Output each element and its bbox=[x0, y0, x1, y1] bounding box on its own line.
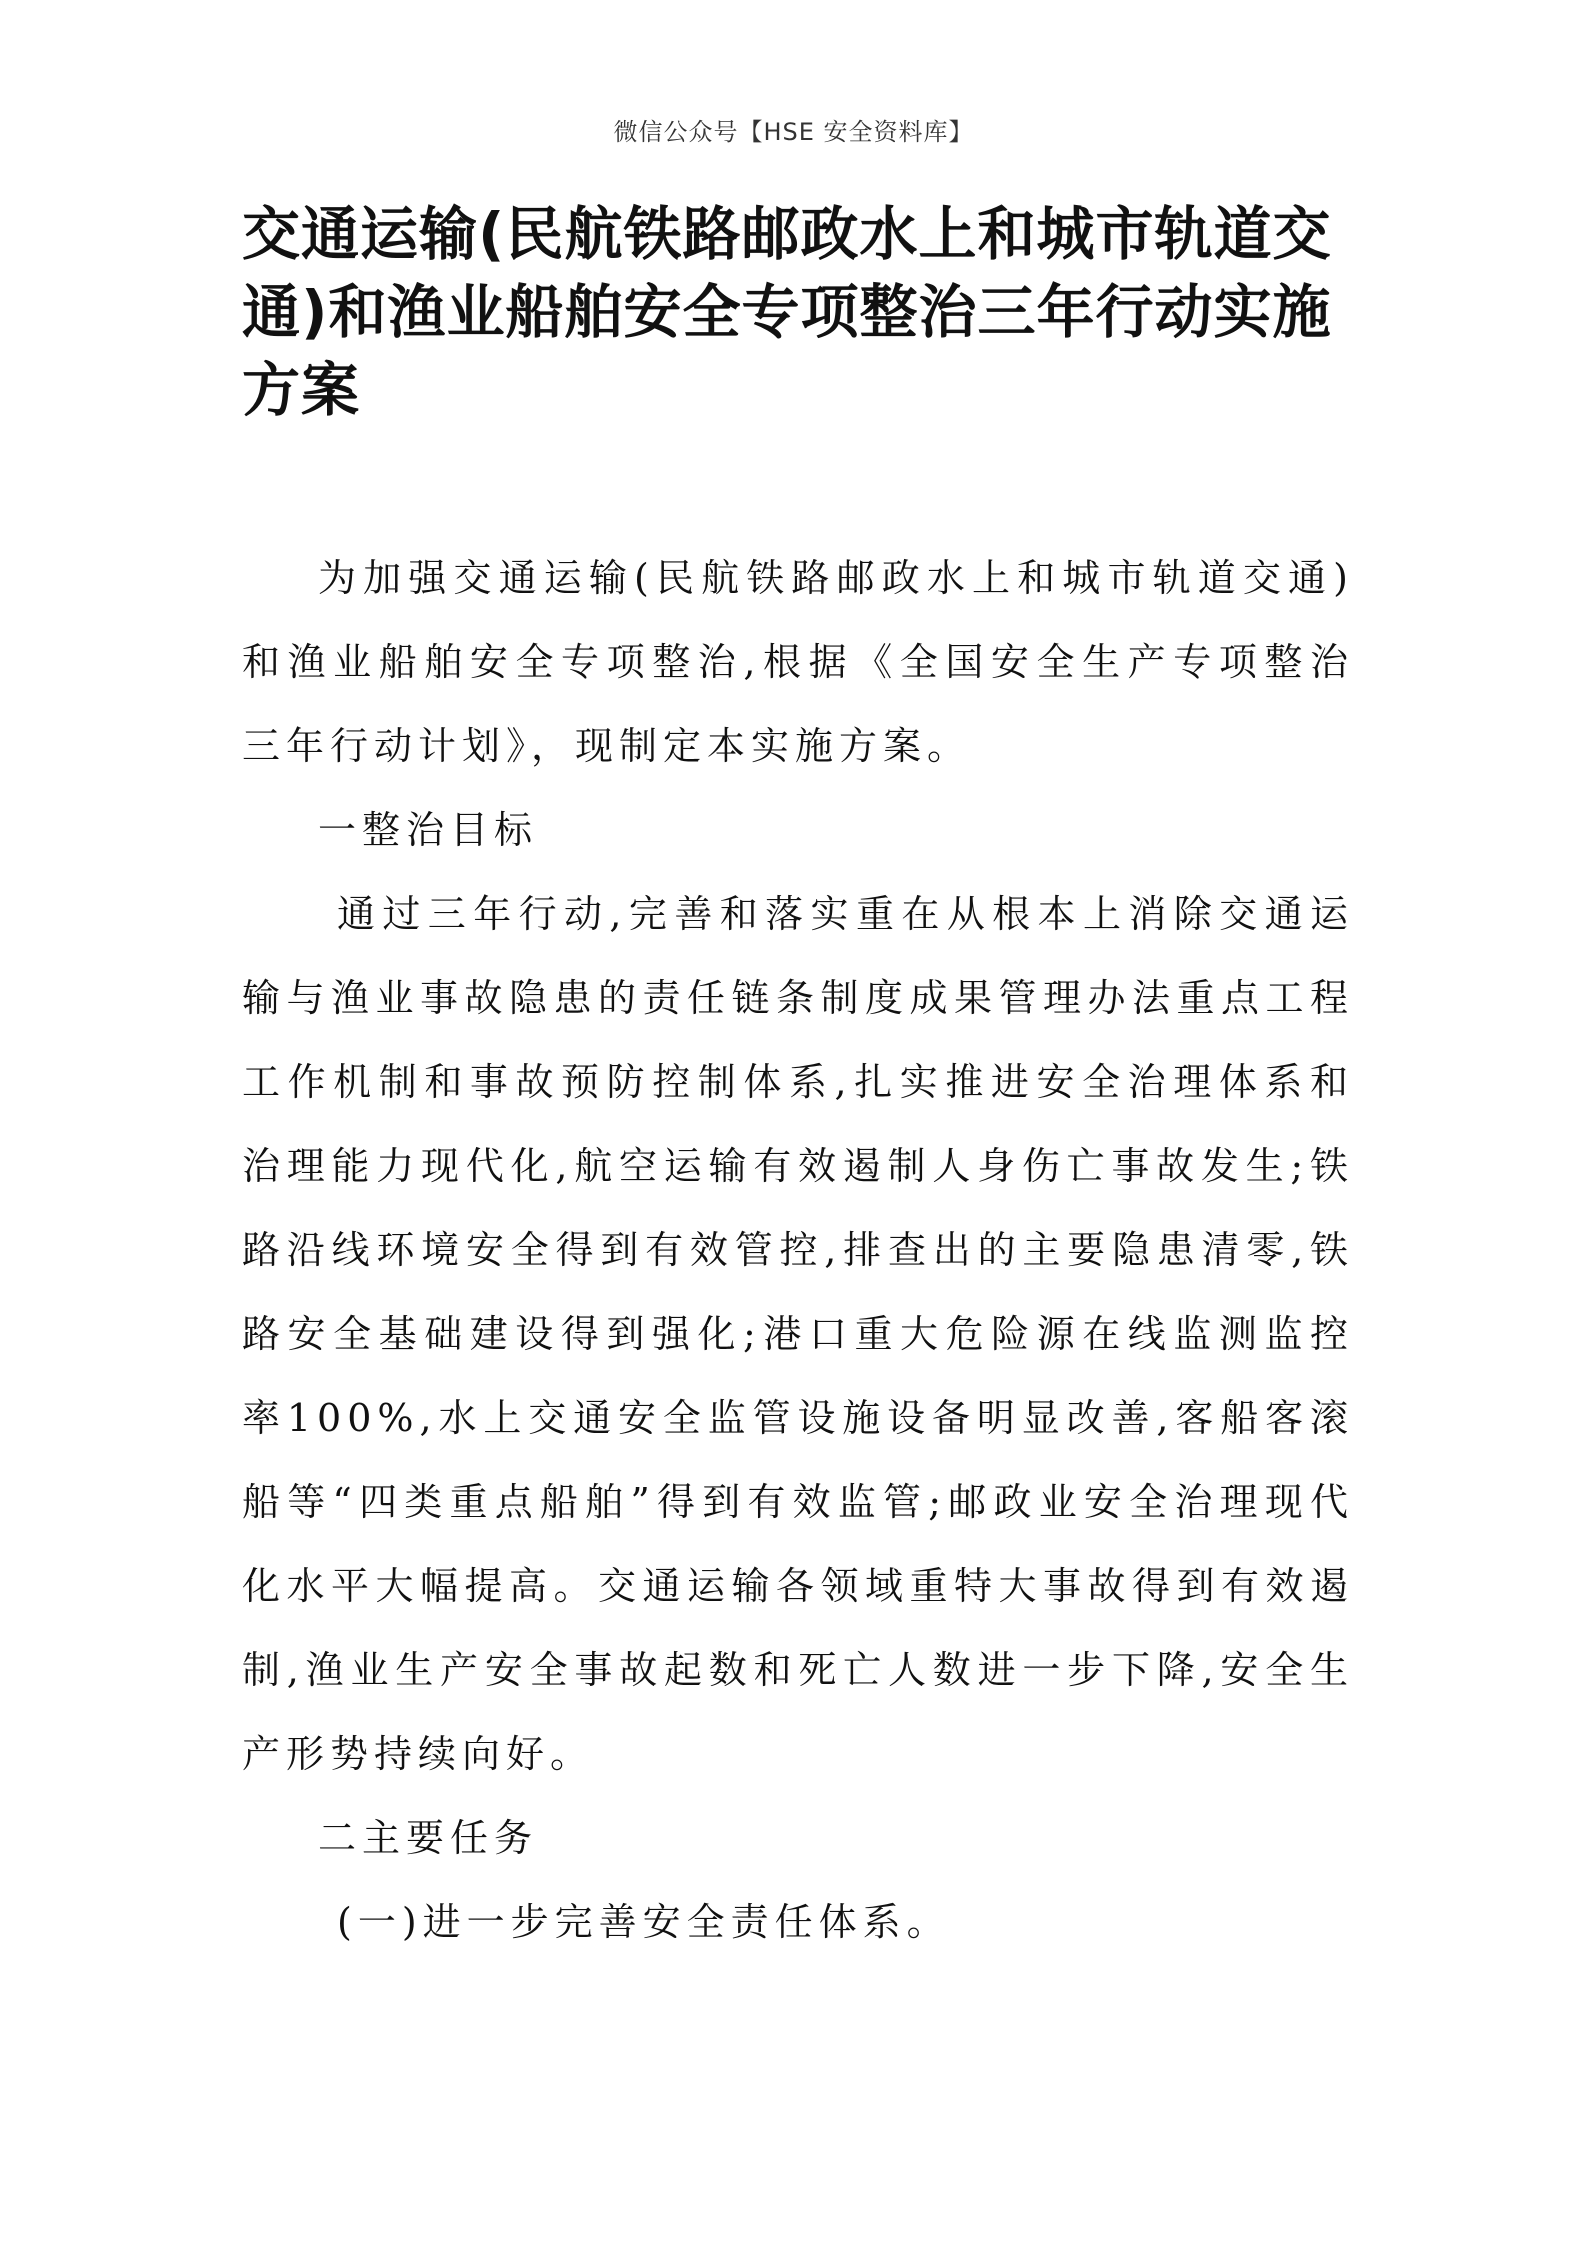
document-body bbox=[242, 536, 1354, 1964]
section-heading-tasks: 二主要任务 bbox=[318, 1816, 539, 1860]
goals-paragraph: 通过三年行动,完善和落实重在从根本上消除交通运输与渔业事故隐患的责任链条制度成果管理办法重点工程工作机制和事故预防控制体系,扎实推进安全治理体系和治理能力现代化,航空运输有效遏制人身伤亡事故发生;铁路沿线环境安全得到有效管控,排查出的主要隐患清零,铁路安全基础建设得到强化;港口重大危险源在线监测监控率100%,水上交通安全监管设施设备明显改善,客船客滚船等“四类重点船舶”得到有效监管;邮政业安全治理现代化水平大幅提高。交通运输各领域重特大事故得到有效遏制,渔业生产安全事故起数和死亡人数进一步下降,安全生产形势持续向好。 bbox=[242, 892, 1354, 1776]
document-title: 交通运输(民航铁路邮政水上和城市轨道交通)和渔业船舶安全专项整治三年行动实施方案 bbox=[242, 200, 1332, 424]
subsection-heading-responsibility: (一)进一步完善安全责任体系。 bbox=[337, 1900, 951, 1944]
intro-paragraph: 为加强交通运输(民航铁路邮政水上和城市轨道交通)和渔业船舶安全专项整治,根据《全国安全生产专项整治三年行动计划》，现制定本实施方案。 bbox=[242, 556, 1354, 768]
section-heading-goals: 一整治目标 bbox=[318, 808, 539, 852]
page-header-source: 微信公众号【HSE 安全资料库】 bbox=[613, 118, 974, 146]
